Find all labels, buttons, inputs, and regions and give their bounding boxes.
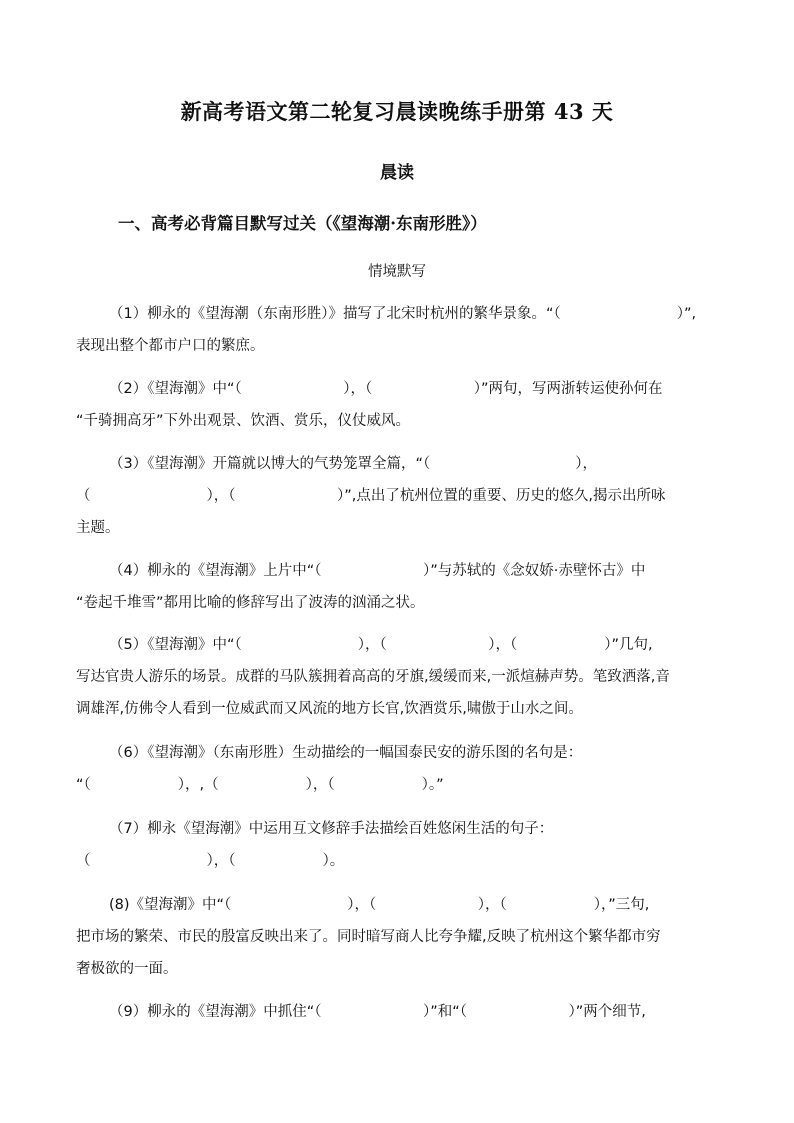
question-4 [76, 555, 736, 619]
document-title: 新高考语文第二轮复习晨读晚练手册第 43 天 [180, 99, 614, 124]
question-2-line-1: （2）《望海潮》中“（ ），（ ）”两句，写两浙转运使孙何在 [109, 381, 663, 397]
question-6-line-2: “（ ），,（ ），（ ）。” [76, 777, 444, 793]
question-6 [76, 737, 736, 801]
question-8-line-2: 把市场的繁荣、市民的殷富反映出来了。同时暗写商人比夸争耀,反映了杭州这个繁华都市穷 [76, 929, 661, 945]
question-1-line-2: 表现出整个都市户口的繁庶。 [76, 338, 265, 354]
question-2-line-2: “千骑拥高牙”下外出观景、饮酒、赏乐，仪仗威风。 [76, 413, 411, 429]
question-5 [76, 629, 736, 725]
question-8-line-1: (8)《望海潮》中“（ ），（ ），（ ），”三句, [109, 897, 650, 913]
question-3 [76, 448, 736, 544]
question-3-line-1: （3）《望海潮》开篇就以博大的气势笼罩全篇，“（ ）， [109, 456, 597, 472]
question-3-line-2: （ ），（ ）”,点出了杭州位置的重要、历史的悠久,揭示出所咏 [76, 488, 666, 504]
question-4-line-2: “卷起千堆雪”都用比喻的修辞写出了波涛的汹涌之状。 [76, 595, 425, 611]
section-heading: 一、高考必背篇目默写过关（《望海潮·东南形胜》） [118, 214, 487, 233]
question-5-line-1: （5）《望海潮》中“（ ），（ ），（ ）”几句, [109, 637, 653, 653]
question-9-line-1: （9）柳永的《望海潮》中抓住“（ ）”和“（ ）”两个细节, [109, 1004, 646, 1020]
question-5-line-3: 调雄浑,仿佛令人看到一位威武而又风流的地方长官,饮酒赏乐,啸傲于山水之间。 [76, 701, 583, 717]
question-7 [76, 813, 736, 877]
question-6-line-1: （6）《望海潮》（东南形胜）生动描绘的一幅国泰民安的游乐图的名句是： [109, 745, 583, 761]
question-8 [76, 889, 736, 985]
question-7-line-2: （ ），（ ）。 [76, 853, 345, 869]
question-4-line-1: （4）柳永的《望海潮》上片中“（ ）”与苏轼的《念奴娇·赤壁怀古》中 [109, 563, 646, 579]
question-5-line-2: 写达官贵人游乐的场景。成群的马队簇拥着高高的牙旗,缓缓而来,一派煊赫声势。笔致洒落,音 [76, 669, 670, 685]
sub-heading: 情境默写 [368, 264, 426, 280]
question-3-line-3: 主题。 [76, 520, 120, 536]
question-1-line-1: （1）柳永的《望海潮（东南形胜）》描写了北宋时杭州的繁华景象。“（ ）”, [109, 306, 697, 322]
question-8-line-3: 奢极欲的一面。 [76, 961, 178, 977]
question-7-line-1: （7）柳永《望海潮》中运用互文修辞手法描绘百姓悠闲生活的句子： [109, 821, 554, 837]
question-9 [76, 996, 736, 1028]
question-1 [76, 298, 736, 362]
section-subtitle: 晨读 [380, 163, 414, 183]
question-2 [76, 373, 736, 437]
